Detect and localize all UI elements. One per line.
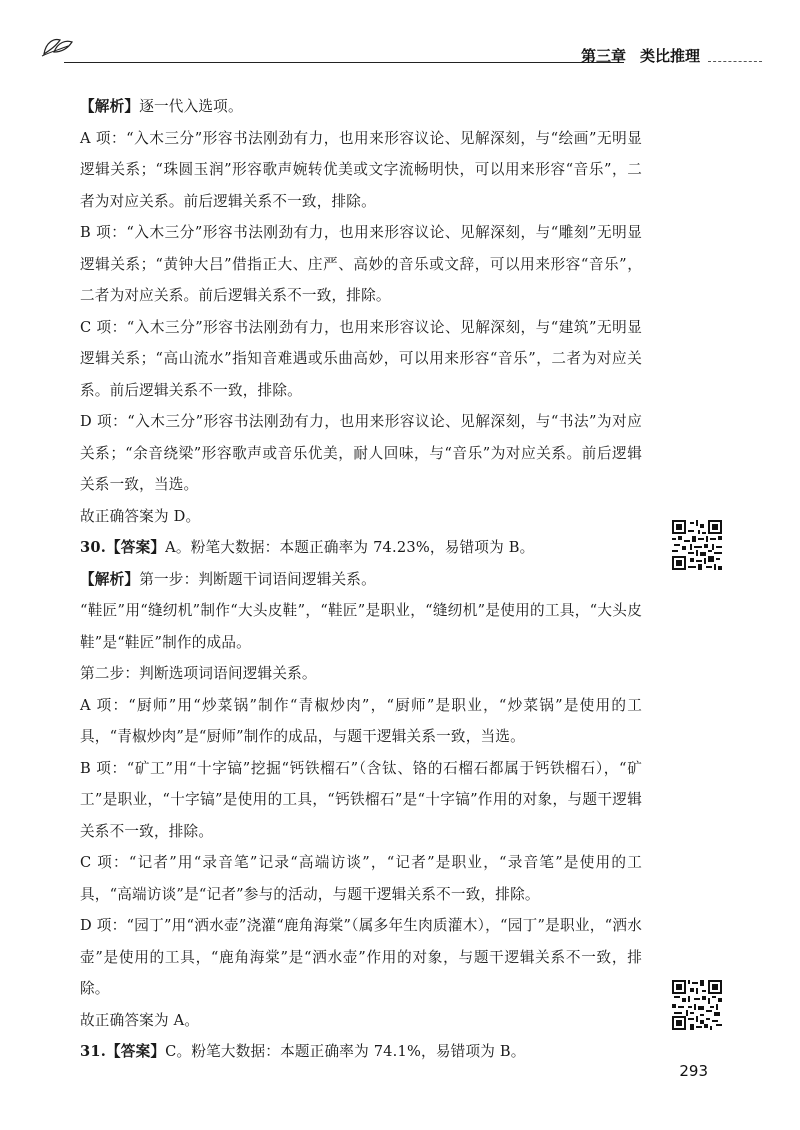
header-dash — [708, 61, 762, 62]
paragraph-11: A 项：“厨师”用“炒菜锅”制作“青椒炒肉”，“厨师”是职业，“炒菜锅”是使用的工具，“青椒炒肉”是“厨师”制作的成品，与题干逻辑关系一致，当选。 — [80, 696, 642, 745]
header-title — [581, 45, 700, 66]
paragraph-13: C 项：“记者”用“录音笔”记录“高端访谈”，“记者”是职业，“录音笔”是使用的工具，“高端访谈”是“记者”参与的活动，与题干逻辑关系不一致，排除。 — [80, 854, 642, 903]
leaf-ornament-icon — [40, 34, 74, 58]
header-rule — [64, 62, 624, 63]
paragraph-4: C 项：“入木三分”形容书法刚劲有力，也用来形容议论、见解深刻，与“建筑”无明显逻辑关系；“高山流水”指知音难遇或乐曲高妙，可以用来形容“音乐”，二者为对应关系。前后逻辑关系不一致，排除。 — [80, 318, 642, 399]
paragraph-5: D 项：“入木三分”形容书法刚劲有力，也用来形容议论、见解深刻，与“书法”为对应关系；“余音绕梁”形容歌声或音乐优美，耐人回味，与“音乐”为对应关系。前后逻辑关系一致，当选。 — [80, 413, 642, 493]
paragraph-6: 故正确答案为 D。 — [80, 507, 201, 525]
paragraph-15: 故正确答案为 A。 — [80, 1011, 200, 1029]
paragraph-14: D 项：“园丁”用“洒水壶”浇灌“鹿角海棠”（属多年生肉质灌木），“园丁”是职业，“洒水壶”是使用的工具，“鹿角海棠”是“洒水壶”作用的对象，与题干逻辑关系不一致，排除。 — [80, 917, 642, 997]
paragraph-2: A 项：“入木三分”形容书法刚劲有力，也用来形容议论、见解深刻，与“绘画”无明显逻辑关系；“珠圆玉润”形容歌声婉转优美或文字流畅明快，可以用来形容“音乐”，二者为对应关系。前后逻辑关系不一致，排除。 — [80, 129, 642, 210]
page-header — [40, 34, 762, 74]
paragraph-7: 30.【答案】A。粉笔大数据：本题正确率为 74.23%，易错项为 B。 — [80, 539, 535, 556]
chapter-label: 第三章 — [580, 47, 626, 65]
qr-code-icon — [672, 980, 722, 1030]
page-body — [80, 91, 642, 1068]
page-number: 293 — [679, 1062, 708, 1080]
paragraph-12: B 项：“矿工”用“十字镐”挖掘“钙铁榴石”（含钛、铬的石榴石都属于钙铁榴石），“矿工”是职业，“十字镐”是使用的工具，“钙铁榴石”是“十字镐”作用的对象，与题干逻辑关系不一致，排除。 — [80, 759, 642, 840]
paragraph-10: 第二步：判断选项词语间逻辑关系。 — [80, 665, 317, 682]
paragraph-8: 【解析】第一步：判断题干词语间逻辑关系。 — [80, 570, 376, 588]
qr-code-icon — [672, 520, 722, 570]
paragraph-3: B 项：“入木三分”形容书法刚劲有力，也用来形容议论、见解深刻，与“雕刻”无明显逻辑关系；“黄钟大吕”借指正大、庄严、高妙的音乐或文辞，可以用来形容“音乐”，二者为对应关系。前后逻辑关系不一致，排除。 — [80, 224, 642, 304]
paragraph-1: 【解析】逐一代入选项。 — [80, 98, 243, 115]
section-label: 类比推理 — [639, 47, 700, 65]
paragraph-9: “鞋匠”用“缝纫机”制作“大头皮鞋”，“鞋匠”是职业，“缝纫机”是使用的工具，“大头皮鞋”是“鞋匠”制作的成品。 — [80, 602, 642, 651]
paragraph-16: 31.【答案】C。粉笔大数据：本题正确率为 74.1%，易错项为 B。 — [80, 1043, 526, 1060]
